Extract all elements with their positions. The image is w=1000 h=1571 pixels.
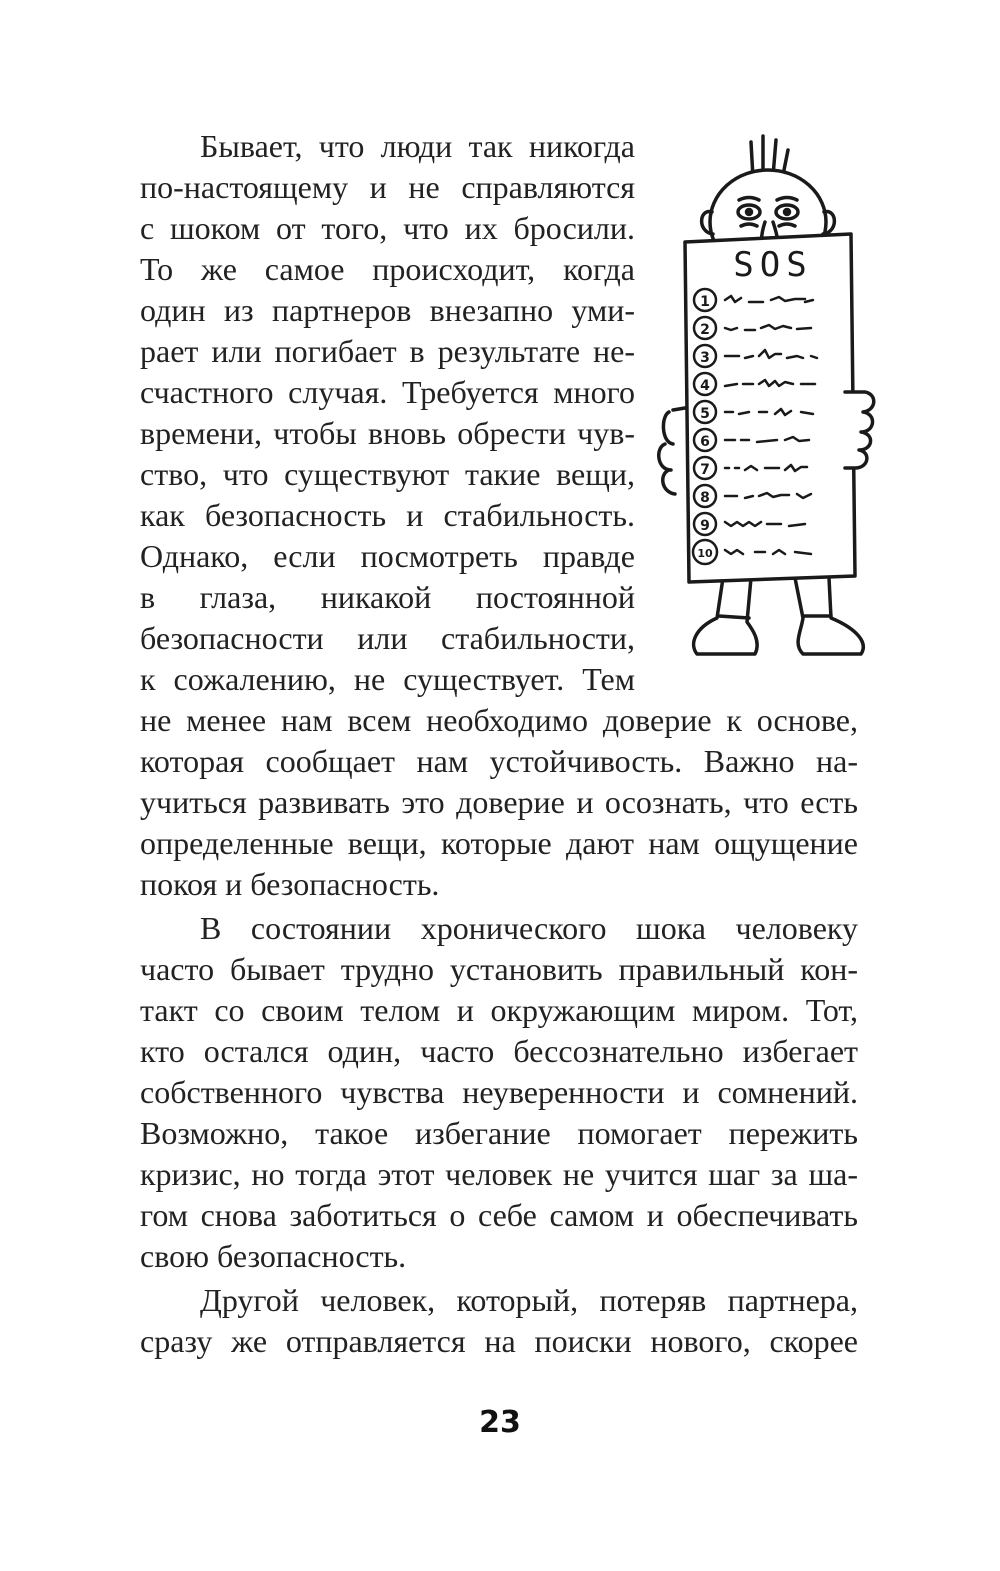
text-line: определенные вещи, которые дают нам ощущение	[140, 825, 858, 861]
text-line: сразу же отправляется на поиски нового, скорее	[140, 1323, 858, 1359]
text-line: один из партнеров внезапно уми-	[140, 292, 635, 328]
left-pupil	[747, 210, 752, 215]
list-number: 8	[700, 490, 710, 506]
list-number: 4	[700, 378, 710, 394]
text-line: к сожалению, не существует. Тем	[140, 661, 635, 697]
text-line: не менее нам всем необходимо доверие к основе,	[140, 702, 858, 738]
text-line: кто остался один, часто бессознательно избегает	[140, 1033, 858, 1069]
text-line: по-настоящему и не справляются	[140, 169, 635, 205]
sos-man-illustration	[655, 130, 885, 670]
page-number: 23	[479, 1405, 521, 1440]
list-number: 1	[700, 294, 710, 310]
text-line: Другой человек, который, потеряв партнера,	[200, 1282, 858, 1318]
text-line: такт со своим телом и окружающим миром. Тот,	[140, 992, 858, 1028]
text-line: ство, что существуют такие вещи,	[140, 456, 635, 492]
text-line: Возможно, такое избегание помогает пережить	[140, 1115, 858, 1151]
text-line: В состоянии хронического шока человеку	[200, 910, 858, 946]
list-number: 2	[700, 322, 710, 338]
right-pupil	[785, 210, 790, 215]
text-line: учиться развивать это доверие и осознать, что есть	[140, 784, 858, 820]
sos-sign	[685, 234, 855, 582]
text-line: безопасности или стабильности,	[140, 620, 635, 656]
text-line: времени, чтобы вновь обрести чув-	[140, 415, 635, 451]
text-line: кризис, но тогда этот человек не учится шаг за ша-	[140, 1156, 858, 1192]
list-number: 5	[700, 406, 710, 422]
text-line: как безопасность и стабильность.	[140, 497, 635, 533]
text-line: Однако, если посмотреть правде	[140, 538, 635, 574]
text-line: с шоком от того, что их бросили.	[140, 210, 635, 246]
text-line: покоя и безопасность.	[140, 866, 440, 902]
text-line: в глаза, никакой постоянной	[140, 579, 635, 615]
text-line: собственного чувства неуверенности и сомнений.	[140, 1074, 858, 1110]
list-number: 7	[700, 462, 710, 478]
text-line: которая сообщает нам устойчивость. Важно на-	[140, 743, 858, 779]
text-line: То же самое происходит, когда	[140, 251, 635, 287]
text-line: часто бывает трудно установить правильный кон-	[140, 951, 858, 987]
text-line: гом снова заботиться о себе самом и обеспечивать	[140, 1197, 858, 1233]
list-number: 6	[700, 434, 710, 450]
text-line: рает или погибает в результате не-	[140, 333, 635, 369]
list-number: 10	[697, 547, 713, 560]
list-number: 3	[700, 350, 710, 366]
text-line: счастного случая. Требуется много	[140, 374, 635, 410]
list-number: 9	[700, 518, 710, 534]
text-line: свою безопасность.	[140, 1238, 407, 1274]
sos-title: SOS	[733, 245, 813, 285]
right-hand	[845, 392, 874, 468]
sock-lines	[719, 616, 831, 618]
left-hand	[659, 408, 685, 494]
text-line: Бывает, что люди так никогда	[200, 128, 635, 164]
